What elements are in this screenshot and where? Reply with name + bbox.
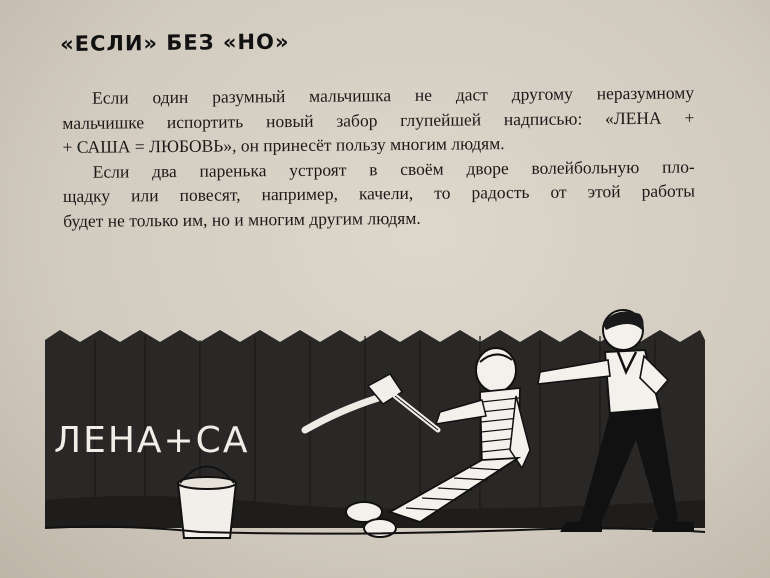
paragraph-2-line-3: будет не только им, но и многим другим людям. <box>63 207 421 231</box>
paragraph-1-line-1: Если один разумный мальчишка не даст другому неразумному <box>92 82 695 108</box>
paragraph-2-line-1: Если два паренька устроят в своём дворе волейбольную пло- <box>92 155 695 182</box>
paragraph-1-line-3: + САША = ЛЮБОВЬ», он принесёт пользу многим людям. <box>62 133 505 157</box>
chapter-heading: «ЕСЛИ» БЕЗ «НО» <box>60 29 290 56</box>
paragraph-1-line-2: мальчишке испортить новый забор глупейшей надписью: «ЛЕНА + <box>62 106 695 133</box>
paragraph-2-line-2: щадку или повесят, например, качели, то радость от этой работы <box>62 180 696 206</box>
fence-illustration <box>40 300 710 550</box>
fence-writing: ЛЕНА+СА <box>54 420 250 461</box>
body-text <box>62 80 695 233</box>
